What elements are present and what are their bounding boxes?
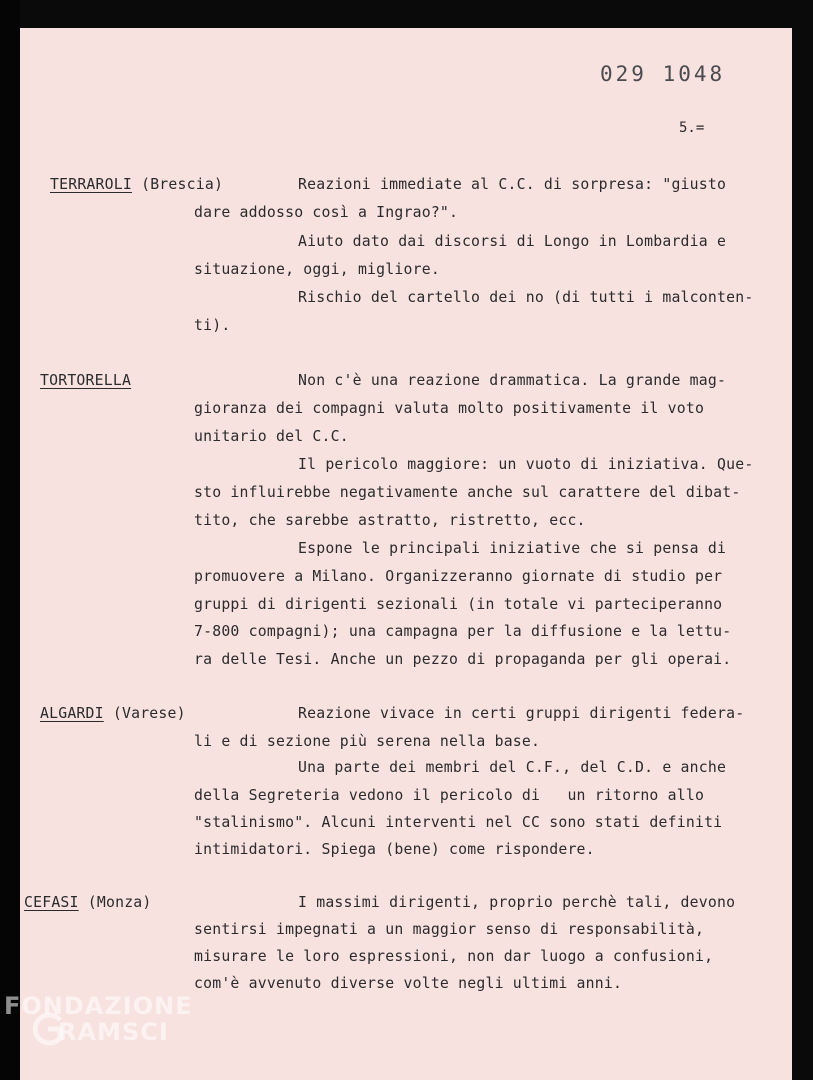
text-line: Espone le principali iniziative che si pensa di <box>298 540 727 557</box>
document-number: 029 1048 <box>600 62 726 86</box>
text-line: "stalinismo". Alcuni interventi nel CC sono stati definiti <box>194 814 723 831</box>
speaker-place: (Monza) <box>78 894 152 911</box>
speaker-place: (Varese) <box>103 705 186 722</box>
text-line: li e di sezione più serena nella base. <box>194 733 541 750</box>
text-line: tito, che sarebbe astratto, ristretto, ecc. <box>194 512 586 529</box>
text-line: Il pericolo maggiore: un vuoto di iniziativa. Que- <box>298 456 754 473</box>
text-line: della Segreteria vedono il pericolo di un ritorno allo <box>194 787 705 804</box>
text-line: sentirsi impegnati a un maggior senso di responsabilità, <box>194 921 705 938</box>
speaker-entry-algardi <box>40 705 186 723</box>
text-line: dare addosso così a Ingrao?". <box>194 204 459 221</box>
speaker-place: (Brescia) <box>131 176 224 193</box>
text-line: 7-800 compagni); una campagna per la diffusione e la lettu- <box>194 623 732 640</box>
text-line: Non c'è una reazione drammatica. La grande mag- <box>298 372 727 389</box>
text-line: ti). <box>194 317 231 334</box>
watermark-line-1: FONDAZIONE <box>4 992 193 1020</box>
text-line: unitario del C.C. <box>194 428 349 445</box>
text-line: Rischio del cartello dei no (di tutti i malconten- <box>298 289 754 306</box>
speaker-entry-terraroli <box>50 176 223 194</box>
scan-left-border <box>0 0 20 1080</box>
fondazione-gramsci-watermark <box>4 990 234 1080</box>
text-line: situazione, oggi, migliore. <box>194 261 440 278</box>
typewritten-page <box>20 28 792 1080</box>
speaker-name: CEFASI <box>24 894 79 911</box>
text-line: gruppi di dirigenti sezionali (in totale vi parteciperanno <box>194 596 723 613</box>
page-number: 5.= <box>679 120 705 136</box>
text-line: intimidatori. Spiega (bene) come rispondere. <box>194 841 595 858</box>
watermark-line-2: RAMSCI <box>58 1018 169 1046</box>
text-line: ra delle Tesi. Anche un pezzo di propaganda per gli operai. <box>194 651 732 668</box>
text-line: sto influirebbe negativamente anche sul carattere del dibat- <box>194 484 741 501</box>
speaker-name: TERRAROLI <box>50 176 132 193</box>
text-line: Una parte dei membri del C.F., del C.D. e anche <box>298 759 727 776</box>
speaker-entry-cefasi <box>24 894 152 912</box>
text-line: misurare le loro espressioni, non dar luogo a confusioni, <box>194 948 714 965</box>
text-line: promuovere a Milano. Organizzeranno giornate di studio per <box>194 568 723 585</box>
text-line: Aiuto dato dai discorsi di Longo in Lombardia e <box>298 233 727 250</box>
text-line: Reazioni immediate al C.C. di sorpresa: "giusto <box>298 176 727 193</box>
text-line: Reazione vivace in certi gruppi dirigenti federa- <box>298 705 745 722</box>
text-line: I massimi dirigenti, proprio perchè tali, devono <box>298 894 736 911</box>
speaker-entry-tortorella <box>40 372 131 390</box>
text-line: com'è avvenuto diverse volte negli ultimi anni. <box>194 975 623 992</box>
speaker-name: ALGARDI <box>40 705 104 722</box>
text-line: gioranza dei compagni valuta molto positivamente il voto <box>194 400 705 417</box>
speaker-name: TORTORELLA <box>40 372 132 389</box>
